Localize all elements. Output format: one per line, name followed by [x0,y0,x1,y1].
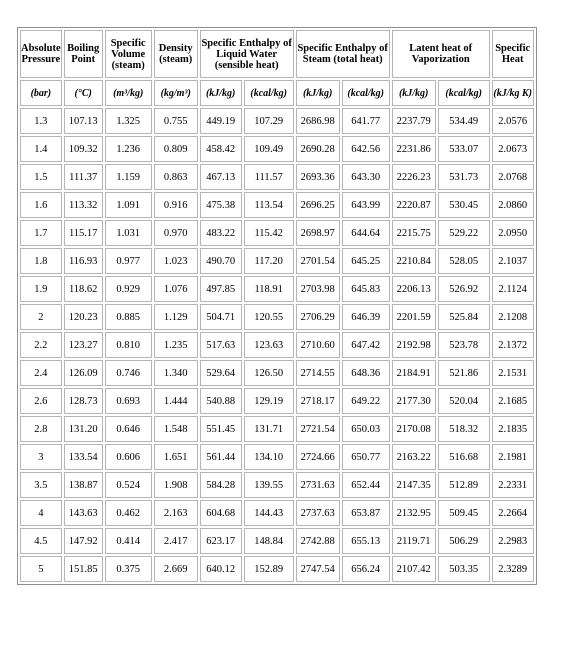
table-cell: 2737.63 [296,500,340,526]
table-cell: 109.49 [244,136,294,162]
table-cell: 2.6 [20,388,62,414]
table-cell: 2231.86 [392,136,436,162]
table-row [20,248,534,274]
column-header: Specific Heat [492,30,534,78]
table-cell: 151.85 [64,556,103,582]
table-cell: 128.73 [64,388,103,414]
table-row [20,388,534,414]
table-cell: 0.885 [105,304,152,330]
table-row [20,556,534,582]
table-cell: 2724.66 [296,444,340,470]
column-header: Boiling Point [64,30,103,78]
table-cell: 1.325 [105,108,152,134]
table-cell: 123.27 [64,332,103,358]
table-cell: 641.77 [342,108,390,134]
table-cell: 2698.97 [296,220,340,246]
table-cell: 0.977 [105,248,152,274]
table-row [20,416,534,442]
table-cell: 2.2983 [492,528,534,554]
table-row [20,528,534,554]
table-cell: 107.13 [64,108,103,134]
table-cell: 1.6 [20,192,62,218]
table-cell: 3 [20,444,62,470]
table-cell: 643.99 [342,192,390,218]
table-cell: 0.746 [105,360,152,386]
table-row [20,136,534,162]
column-header: Latent heat of Vaporization [392,30,490,78]
table-cell: 2132.95 [392,500,436,526]
table-cell: 0.970 [154,220,198,246]
table-cell: 2.1531 [492,360,534,386]
table-cell: 2184.91 [392,360,436,386]
table-cell: 561.44 [200,444,242,470]
table-cell: 1.8 [20,248,62,274]
table-cell: 139.55 [244,472,294,498]
table-cell: 2215.75 [392,220,436,246]
table-cell: 533.07 [438,136,490,162]
table-cell: 117.20 [244,248,294,274]
table-cell: 475.38 [200,192,242,218]
table-cell: 4.5 [20,528,62,554]
table-cell: 2107.42 [392,556,436,582]
table-cell: 118.91 [244,276,294,302]
table-cell: 2696.25 [296,192,340,218]
table-cell: 109.32 [64,136,103,162]
table-cell: 2686.98 [296,108,340,134]
table-cell: 2.1372 [492,332,534,358]
table-cell: 2706.29 [296,304,340,330]
table-cell: 521.86 [438,360,490,386]
table-cell: 648.36 [342,360,390,386]
table-cell: 1.7 [20,220,62,246]
table-cell: 0.414 [105,528,152,554]
table-row [20,108,534,134]
table-cell: 458.42 [200,136,242,162]
table-row [20,500,534,526]
table-cell: 649.22 [342,388,390,414]
table-cell: 2.1037 [492,248,534,274]
table-cell: 650.03 [342,416,390,442]
table-cell: 2721.54 [296,416,340,442]
table-cell: 2192.98 [392,332,436,358]
table-cell: 0.755 [154,108,198,134]
unit-cell: (kJ/kg) [200,80,242,106]
table-cell: 509.45 [438,500,490,526]
table-cell: 3.5 [20,472,62,498]
table-cell: 129.19 [244,388,294,414]
table-cell: 120.23 [64,304,103,330]
table-cell: 115.42 [244,220,294,246]
column-header: Specific Enthalpy of Steam (total heat) [296,30,390,78]
table-cell: 107.29 [244,108,294,134]
table-cell: 1.159 [105,164,152,190]
table-cell: 2226.23 [392,164,436,190]
table-cell: 131.71 [244,416,294,442]
table-cell: 2177.30 [392,388,436,414]
table-cell: 2220.87 [392,192,436,218]
table-cell: 113.32 [64,192,103,218]
table-cell: 1.5 [20,164,62,190]
column-header: Density (steam) [154,30,198,78]
table-cell: 604.68 [200,500,242,526]
table-cell: 449.19 [200,108,242,134]
steam-table-container [17,27,537,585]
table-cell: 4 [20,500,62,526]
table-cell: 0.809 [154,136,198,162]
table-cell: 0.606 [105,444,152,470]
table-cell: 2.0950 [492,220,534,246]
table-cell: 652.44 [342,472,390,498]
table-cell: 133.54 [64,444,103,470]
table-cell: 1.548 [154,416,198,442]
table-cell: 483.22 [200,220,242,246]
table-cell: 623.17 [200,528,242,554]
table-cell: 525.84 [438,304,490,330]
table-cell: 647.42 [342,332,390,358]
table-cell: 0.462 [105,500,152,526]
unit-cell: (kJ/kg) [392,80,436,106]
table-cell: 126.50 [244,360,294,386]
table-cell: 506.29 [438,528,490,554]
table-cell: 147.92 [64,528,103,554]
table-cell: 2206.13 [392,276,436,302]
table-cell: 2693.36 [296,164,340,190]
table-cell: 0.693 [105,388,152,414]
table-cell: 0.810 [105,332,152,358]
table-cell: 2.0768 [492,164,534,190]
table-cell: 2.2331 [492,472,534,498]
table-cell: 2147.35 [392,472,436,498]
table-cell: 2.3289 [492,556,534,582]
table-row [20,164,534,190]
table-cell: 526.92 [438,276,490,302]
table-cell: 0.916 [154,192,198,218]
table-cell: 152.89 [244,556,294,582]
table-cell: 116.93 [64,248,103,274]
table-cell: 1.031 [105,220,152,246]
table-cell: 118.62 [64,276,103,302]
table-cell: 1.3 [20,108,62,134]
table-cell: 2210.84 [392,248,436,274]
table-cell: 2.669 [154,556,198,582]
table-cell: 2710.60 [296,332,340,358]
table-cell: 111.57 [244,164,294,190]
table-cell: 2.2 [20,332,62,358]
table-cell: 144.43 [244,500,294,526]
table-cell: 1.091 [105,192,152,218]
table-cell: 655.13 [342,528,390,554]
table-cell: 2.163 [154,500,198,526]
table-cell: 2742.88 [296,528,340,554]
table-cell: 2201.59 [392,304,436,330]
column-header: Specific Enthalpy of Liquid Water (sensible heat) [200,30,294,78]
table-cell: 2.8 [20,416,62,442]
header-row [20,30,534,78]
table-cell: 143.63 [64,500,103,526]
table-cell: 1.340 [154,360,198,386]
table-cell: 2703.98 [296,276,340,302]
table-cell: 2163.22 [392,444,436,470]
table-cell: 138.87 [64,472,103,498]
table-cell: 2.4 [20,360,62,386]
table-cell: 512.89 [438,472,490,498]
table-cell: 2747.54 [296,556,340,582]
table-cell: 2714.55 [296,360,340,386]
table-cell: 523.78 [438,332,490,358]
table-row [20,276,534,302]
table-cell: 528.05 [438,248,490,274]
unit-cell: (kJ/kg) [296,80,340,106]
table-cell: 0.375 [105,556,152,582]
table-cell: 2.1835 [492,416,534,442]
table-cell: 534.49 [438,108,490,134]
table-cell: 1.4 [20,136,62,162]
table-cell: 2.2664 [492,500,534,526]
table-cell: 531.73 [438,164,490,190]
table-cell: 2.1685 [492,388,534,414]
table-cell: 111.37 [64,164,103,190]
table-cell: 126.09 [64,360,103,386]
table-cell: 148.84 [244,528,294,554]
table-cell: 2.0860 [492,192,534,218]
table-cell: 1.076 [154,276,198,302]
table-cell: 2.1208 [492,304,534,330]
table-cell: 646.39 [342,304,390,330]
table-cell: 642.56 [342,136,390,162]
table-cell: 1.444 [154,388,198,414]
table-cell: 2.1981 [492,444,534,470]
table-cell: 584.28 [200,472,242,498]
table-cell: 530.45 [438,192,490,218]
table-cell: 490.70 [200,248,242,274]
unit-cell: (°C) [64,80,103,106]
table-cell: 2119.71 [392,528,436,554]
table-cell: 653.87 [342,500,390,526]
table-cell: 540.88 [200,388,242,414]
table-cell: 115.17 [64,220,103,246]
table-cell: 1.129 [154,304,198,330]
table-cell: 504.71 [200,304,242,330]
table-row [20,192,534,218]
table-cell: 134.10 [244,444,294,470]
table-row [20,332,534,358]
table-cell: 650.77 [342,444,390,470]
table-cell: 644.64 [342,220,390,246]
table-cell: 2.0673 [492,136,534,162]
table-cell: 1.9 [20,276,62,302]
table-cell: 518.32 [438,416,490,442]
unit-cell: (kcal/kg) [438,80,490,106]
table-cell: 1.908 [154,472,198,498]
table-cell: 131.20 [64,416,103,442]
table-cell: 497.85 [200,276,242,302]
table-cell: 2731.63 [296,472,340,498]
table-cell: 645.25 [342,248,390,274]
units-row [20,80,534,106]
unit-cell: (kg/m³) [154,80,198,106]
table-cell: 551.45 [200,416,242,442]
table-cell: 0.929 [105,276,152,302]
table-cell: 2.417 [154,528,198,554]
table-cell: 2701.54 [296,248,340,274]
table-cell: 1.651 [154,444,198,470]
table-cell: 1.023 [154,248,198,274]
table-row [20,444,534,470]
table-cell: 529.64 [200,360,242,386]
table-row [20,220,534,246]
table-cell: 645.83 [342,276,390,302]
table-cell: 0.646 [105,416,152,442]
table-cell: 2718.17 [296,388,340,414]
table-cell: 520.04 [438,388,490,414]
unit-cell: (bar) [20,80,62,106]
table-cell: 1.235 [154,332,198,358]
table-cell: 0.863 [154,164,198,190]
table-cell: 113.54 [244,192,294,218]
table-cell: 2690.28 [296,136,340,162]
table-cell: 123.63 [244,332,294,358]
table-cell: 517.63 [200,332,242,358]
table-cell: 467.13 [200,164,242,190]
unit-cell: (kcal/kg) [342,80,390,106]
steam-table [17,27,537,585]
unit-cell: (kcal/kg) [244,80,294,106]
table-cell: 516.68 [438,444,490,470]
column-header: Absolute Pressure [20,30,62,78]
table-cell: 529.22 [438,220,490,246]
table-cell: 2.0576 [492,108,534,134]
table-cell: 1.236 [105,136,152,162]
table-cell: 656.24 [342,556,390,582]
table-cell: 503.35 [438,556,490,582]
table-cell: 2.1124 [492,276,534,302]
column-header: Specific Volume (steam) [105,30,152,78]
table-cell: 2170.08 [392,416,436,442]
table-cell: 0.524 [105,472,152,498]
table-cell: 2 [20,304,62,330]
table-row [20,304,534,330]
table-cell: 5 [20,556,62,582]
table-row [20,472,534,498]
unit-cell: (m³/kg) [105,80,152,106]
table-cell: 643.30 [342,164,390,190]
table-cell: 640.12 [200,556,242,582]
table-body [20,80,534,582]
table-cell: 120.55 [244,304,294,330]
table-cell: 2237.79 [392,108,436,134]
unit-cell: (kJ/kg K) [492,80,534,106]
table-row [20,360,534,386]
